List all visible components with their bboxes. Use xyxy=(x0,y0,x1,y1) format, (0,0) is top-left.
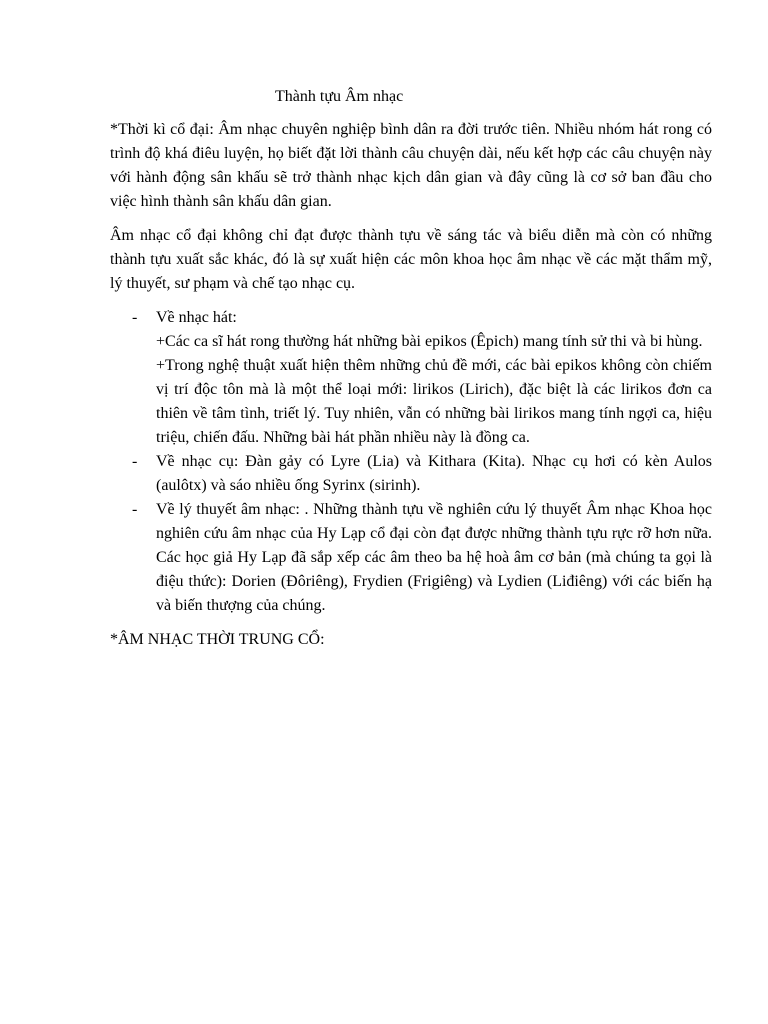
list-item-vocal-music xyxy=(110,306,712,450)
list-item-label: Về lý thuyết âm nhạc: . Những thành tựu về nghiên cứu lý thuyết Âm nhạc Khoa học nghiên cứu âm nhạc của Hy Lạp cổ đại còn đạt được những thành tựu rực rỡ hơn nữa. Các học giả Hy Lạp đã sắp xếp các âm theo ba hệ hoà âm cơ bản (mà chúng ta gọi là điệu thức): Dorien (Đôriêng), Frydien (Frigiêng) và Lydien (Liđiêng) với các biến hạ và biến thượng của chúng. xyxy=(156,501,712,614)
list-item-label: Về nhạc hát: xyxy=(156,309,237,326)
sub-item-lirikos: +Trong nghệ thuật xuất hiện thêm những chủ đề mới, các bài epikos không còn chiếm vị trí độc tôn mà là một thể loại mới: lirikos (Lirich), đặc biệt là các lirikos đơn ca thiên về tâm tình, triết lý. Tuy nhiên, vẫn có những bài lirikos mang tính ngợi ca, hiệu triệu, chiến đấu. Những bài hát phần nhiều này là đồng ca. xyxy=(156,357,712,446)
achievement-list xyxy=(110,306,712,618)
list-item-music-theory xyxy=(110,498,712,618)
sub-item-epikos: +Các ca sĩ hát rong thường hát những bài epikos (Êpich) mang tính sử thi và bi hùng. xyxy=(156,333,703,350)
list-marker: - xyxy=(132,309,138,326)
paragraph-ancient-era: *Thời kì cổ đại: Âm nhạc chuyên nghiệp bình dân ra đời trước tiên. Nhiều nhóm hát rong có trình độ khá điêu luyện, họ biết đặt lời thành câu chuyện dài, nếu kết hợp các câu chuyện này với hành động sân khấu sẽ trở thành nhạc kịch dân gian và đây cũng là cơ sở ban đầu cho việc hình thành sân khấu dân gian. xyxy=(110,121,712,210)
section-heading-medieval-music: *ÂM NHẠC THỜI TRUNG CỔ: xyxy=(110,631,325,648)
document-title: Thành tựu Âm nhạc xyxy=(275,88,404,105)
paragraph-ancient-music-achievements: Âm nhạc cổ đại không chỉ đạt được thành tựu về sáng tác và biểu diễn mà còn có những thành tựu xuất sắc khác, đó là sự xuất hiện các môn khoa học âm nhạc về các mặt thẩm mỹ, lý thuyết, sư phạm và chế tạo nhạc cụ. xyxy=(110,227,712,292)
document-page xyxy=(110,85,712,652)
list-marker: - xyxy=(132,453,138,470)
list-item-label: Về nhạc cụ: Đàn gảy có Lyre (Lia) và Kithara (Kita). Nhạc cụ hơi có kèn Aulos (aulôtx) và sáo nhiều ống Syrinx (sirinh). xyxy=(156,453,712,494)
list-marker: - xyxy=(132,501,138,518)
list-item-instruments xyxy=(110,450,712,498)
